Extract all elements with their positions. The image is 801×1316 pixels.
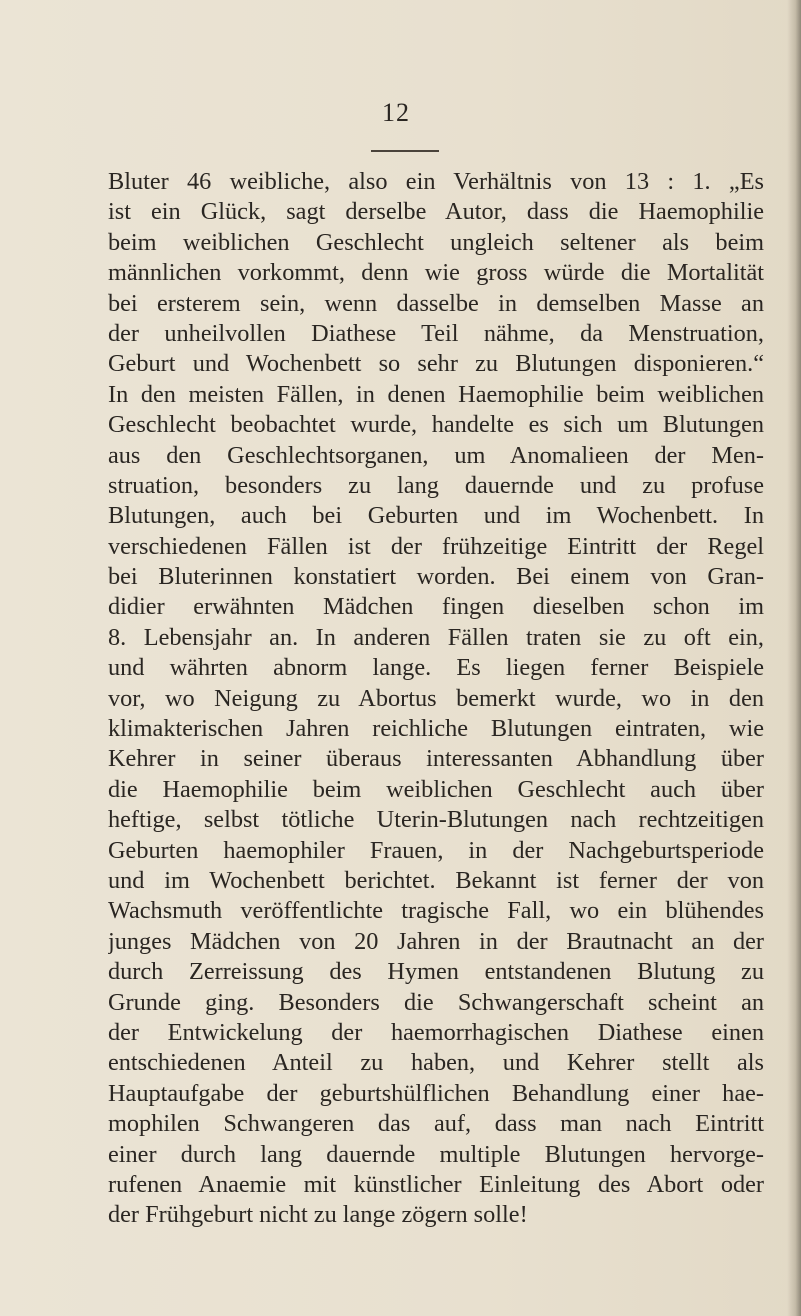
text-line: Geschlecht beobachtet wurde, handelte es sich um Blutungen: [108, 411, 764, 439]
text-line: und im Wochenbett berichtet. Bekannt ist ferner der von: [108, 866, 764, 894]
text-line: beim weiblichen Geschlecht ungleich seltener als beim: [108, 228, 764, 256]
text-line: Blutungen, auch bei Geburten und im Wochenbett. In: [108, 502, 764, 530]
text-line: heftige, selbst tötliche Uterin-Blutungen nach rechtzeitigen: [108, 806, 764, 834]
page-number: 12: [382, 98, 410, 127]
text-line: verschiedenen Fällen ist der frühzeitige Eintritt der Regel: [108, 532, 764, 560]
text-line: männlichen vorkommt, denn wie gross würde die Mortalität: [108, 259, 764, 287]
text-line: rufenen Anaemie mit künstlicher Einleitung des Abort oder: [108, 1170, 764, 1198]
text-line: durch Zerreissung des Hymen entstandenen Blutung zu: [108, 958, 764, 986]
text-line: der unheilvollen Diathese Teil nähme, da Menstruation,: [108, 319, 764, 347]
page-number-underline: [371, 150, 439, 152]
text-line: Bluter 46 weibliche, also ein Verhältnis von 13 : 1. „Es: [108, 168, 764, 195]
text-line: ist ein Glück, sagt derselbe Autor, dass die Haemophilie: [108, 198, 764, 226]
text-line: Kehrer in seiner überaus interessanten Abhandlung über: [108, 745, 764, 773]
text-line: Geburten haemophiler Frauen, in der Nachgeburtsperiode: [108, 836, 764, 864]
body-text: [108, 167, 764, 1231]
text-line: Geburt und Wochenbett so sehr zu Blutungen disponieren.“: [108, 350, 764, 378]
text-line: der Entwickelung der haemorrhagischen Diathese einen: [108, 1018, 764, 1046]
text-line: entschiedenen Anteil zu haben, und Kehrer stellt als: [108, 1049, 764, 1077]
text-line: Grunde ging. Besonders die Schwangerschaft scheint an: [108, 988, 764, 1016]
page-edge-shadow: [787, 0, 801, 1316]
text-line: die Haemophilie beim weiblichen Geschlecht auch über: [108, 775, 764, 803]
text-line: einer durch lang dauernde multiple Blutungen hervorge-: [108, 1140, 764, 1168]
text-line: der Frühgeburt nicht zu lange zögern solle!: [108, 1201, 528, 1229]
text-line: vor, wo Neigung zu Abortus bemerkt wurde, wo in den: [108, 684, 764, 712]
text-line: struation, besonders zu lang dauernde und zu profuse: [108, 471, 764, 499]
text-line: bei ersterem sein, wenn dasselbe in demselben Masse an: [108, 289, 764, 317]
text-line: und währten abnorm lange. Es liegen ferner Beispiele: [108, 654, 764, 682]
text-line: 8. Lebensjahr an. In anderen Fällen traten sie zu oft ein,: [108, 623, 764, 651]
text-line: bei Bluterinnen konstatiert worden. Bei einem von Gran-: [108, 563, 764, 591]
text-line: Hauptaufgabe der geburtshülflichen Behandlung einer hae-: [108, 1079, 764, 1107]
text-line: mophilen Schwangeren das auf, dass man nach Eintritt: [108, 1110, 764, 1138]
text-line: junges Mädchen von 20 Jahren in der Brautnacht an der: [108, 927, 764, 955]
text-line: Wachsmuth veröffentlichte tragische Fall, wo ein blühendes: [108, 897, 764, 925]
text-line: klimakterischen Jahren reichliche Blutungen eintraten, wie: [108, 715, 764, 743]
text-line: In den meisten Fällen, in denen Haemophilie beim weiblichen: [108, 380, 764, 408]
text-line: aus den Geschlechtsorganen, um Anomalieen der Men-: [108, 441, 764, 469]
text-line: didier erwähnten Mädchen fingen dieselben schon im: [108, 593, 764, 621]
